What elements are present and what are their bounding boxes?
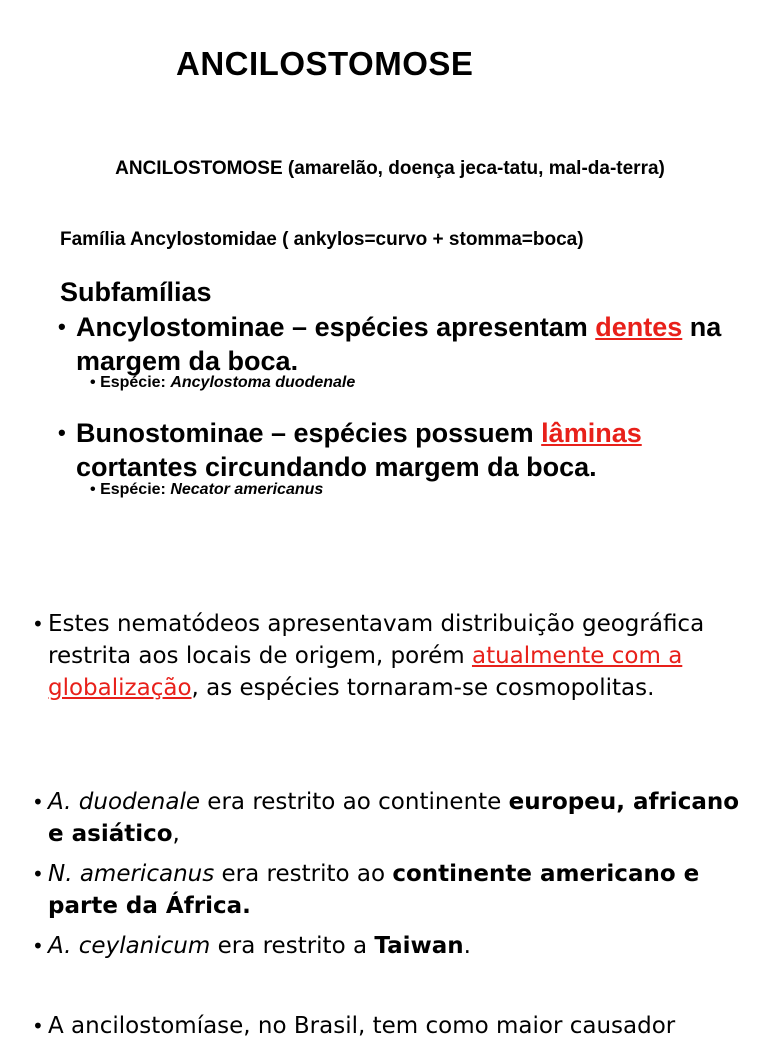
p1-text-end: , as espécies tornaram-se cosmopolitas.: [191, 675, 655, 701]
species-name: A. duodenale: [48, 789, 200, 815]
species-line-2: [90, 481, 323, 499]
paragraph-distribution: [32, 608, 748, 704]
species-line-1: [90, 374, 355, 392]
subtitle-rest: (amarelão, doença jeca-tatu, mal-da-terra): [282, 158, 665, 179]
family-line: Família Ancylostomidae ( ankylos=curvo + stomma=boca): [60, 229, 584, 250]
item-text-end: cortantes circundando margem da boca.: [76, 452, 597, 482]
subfamily-item-ancylostominae: [58, 310, 766, 378]
p5-text: A ancilostomíase, no Brasil, tem como maior causador: [48, 1013, 676, 1039]
species-label: Espécie:: [100, 374, 171, 391]
paragraph-duodenale: [32, 786, 748, 850]
bullet-icon: •: [32, 612, 44, 636]
page-title: ANCILOSTOMOSE: [176, 45, 474, 82]
item-text: Ancylostominae – espécies apresentam: [76, 312, 596, 342]
small-bullet-icon: •: [90, 481, 96, 498]
p2-bold: europeu, africano e asiático: [48, 789, 740, 847]
p4-text: era restrito a: [210, 933, 375, 959]
p3-bold: continente americano e parte da África.: [48, 861, 700, 919]
item-text-end: na margem da boca.: [76, 312, 722, 376]
bullet-icon: •: [32, 862, 44, 886]
species-name: A. ceylanicum: [48, 933, 211, 959]
species-label: Espécie:: [100, 481, 171, 498]
p4-bold: Taiwan: [374, 933, 464, 959]
highlight-dentes: dentes: [595, 312, 683, 342]
bullet-icon: •: [32, 790, 44, 814]
subfamilias-heading: Subfamílias: [60, 277, 212, 307]
bullet-icon: •: [32, 1014, 44, 1038]
p3-text: era restrito ao: [214, 861, 393, 887]
highlight-globalizacao: atualmente com a globalização: [48, 643, 683, 701]
small-bullet-icon: •: [90, 374, 96, 391]
paragraph-americanus: [32, 858, 748, 922]
paragraph-ceylanicum: [32, 930, 748, 962]
species-name: N. americanus: [48, 861, 215, 887]
bullet-icon: •: [58, 420, 66, 445]
p4-end: .: [463, 933, 471, 959]
bullet-icon: •: [32, 934, 44, 958]
bullet-icon: •: [58, 314, 66, 339]
item-text: Bunostominae – espécies possuem: [76, 418, 542, 448]
paragraph-brasil-partial: [32, 1010, 768, 1042]
species-name: Necator americanus: [170, 481, 324, 498]
subtitle-bold: ANCILOSTOMOSE: [115, 158, 283, 179]
subtitle: [80, 156, 700, 182]
highlight-laminas: lâminas: [541, 418, 642, 448]
p1-text: Estes nematódeos apresentavam distribuição geográfica restrita aos locais de origem, porém: [48, 611, 705, 669]
p2-end: ,: [172, 821, 180, 847]
subfamily-item-bunostominae: [58, 416, 766, 484]
species-name: Ancylostoma duodenale: [170, 374, 356, 391]
p2-text: era restrito ao continente: [200, 789, 509, 815]
